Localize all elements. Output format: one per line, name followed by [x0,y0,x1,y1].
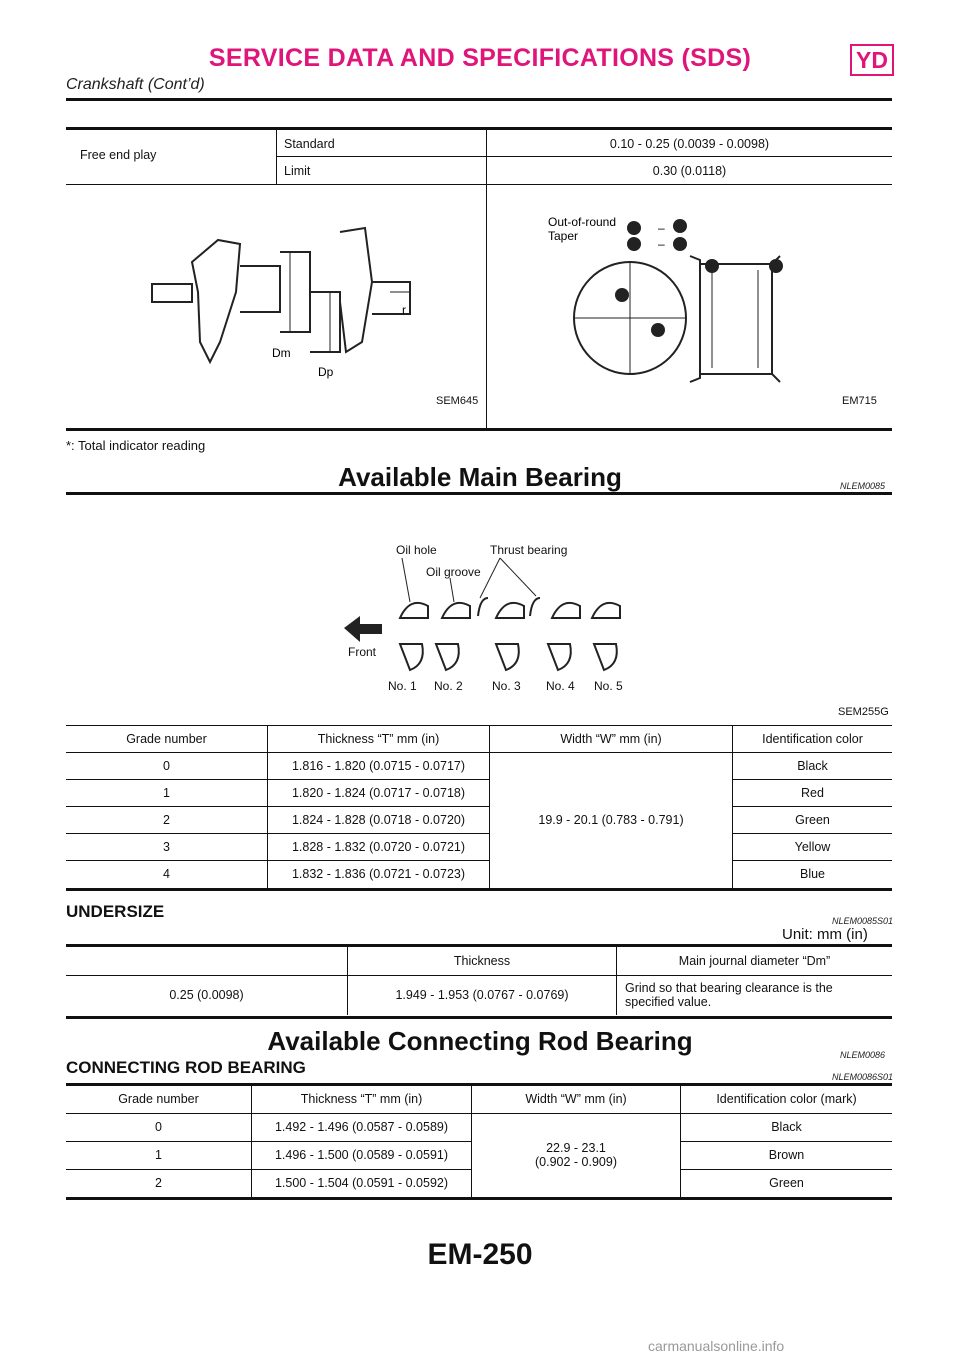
grade-cell: 0 [66,1113,252,1141]
col-header: Grade number [118,1092,199,1107]
page-number: EM-250 [427,1238,533,1271]
footnote: *: Total indicator reading [66,438,206,453]
thickness-cell: 1.832 - 1.836 (0.0721 - 0.0723) [268,861,490,888]
label-thrust-bearing: Thrust bearing [490,543,568,557]
col-header [66,947,348,975]
grade-cell: 4 [66,861,268,888]
table-bottom-rule [66,428,892,431]
out-of-round-figure [540,208,880,388]
col-header: Grade number [66,726,268,753]
label-taper: Taper [548,229,579,243]
table-row [66,753,892,780]
label-oil-hole: Oil hole [396,543,437,557]
thickness-cell: 1.820 - 1.824 (0.0717 - 0.0718) [268,780,490,807]
color-cell: Black [733,753,893,780]
undersize-table [66,947,892,1015]
figure-code-sem645: SEM645 [436,395,479,407]
width-line1: 22.9 - 23.1 [546,1141,606,1156]
dash: – [658,221,665,235]
color-cell: Black [681,1113,893,1141]
subsection-code: NLEM0085S01 [832,916,894,926]
color-cell: Yellow [733,834,893,861]
grade-cell: 1 [66,1141,252,1169]
subsection-title-conrod: CONNECTING ROD BEARING [66,1058,306,1077]
width-cell [472,1113,681,1197]
label-oil-groove: Oil groove [426,565,481,579]
table-bottom-rule [66,1197,892,1200]
col-header: Width “W” mm (in) [490,726,733,753]
table-row [66,1113,892,1141]
grade-cell: 3 [66,834,268,861]
engine-badge: YD [850,44,894,76]
section-code: NLEM0085 [840,481,886,491]
col-header: Main journal diameter “Dm” [617,947,893,975]
crankshaft-figure [140,222,430,382]
thickness-cell: 1.824 - 1.828 (0.0718 - 0.0720) [268,807,490,834]
subsection-code: NLEM0086S01 [832,1072,894,1082]
bearing-figure [330,538,630,698]
thickness-cell: 1.949 - 1.953 (0.0767 - 0.0769) [348,975,617,1015]
table-row [66,975,892,1015]
label-no4: No. 4 [546,679,575,693]
subsection-title-undersize: UNDERSIZE [66,902,165,921]
label-no2: No. 2 [434,679,463,693]
limit-label: Limit [284,164,311,178]
table-row [66,780,892,807]
table-row [66,807,892,834]
unit-label: Unit: mm (in) [782,926,868,943]
label-dp: Dp [318,365,334,379]
row-rule [276,156,892,157]
section-code: NLEM0086 [840,1050,886,1060]
thickness-cell: 1.492 - 1.496 (0.0587 - 0.0589) [252,1113,472,1141]
grade-cell: 1 [66,780,268,807]
table-row [66,861,892,888]
thickness-cell: 1.496 - 1.500 (0.0589 - 0.0591) [252,1141,472,1169]
color-cell: Green [681,1169,893,1197]
label-no3: No. 3 [492,679,521,693]
note-cell: Grind so that bearing clearance is the specified value. [617,975,893,1015]
label-out-of-round: Out-of-round [548,215,617,229]
thickness-cell: 1.500 - 1.504 (0.0591 - 0.0592) [252,1169,472,1197]
col-header: Thickness “T” mm (in) [268,726,490,753]
color-cell: Brown [681,1141,893,1169]
conrod-bearing-table [66,1086,892,1197]
col-header: Thickness [348,947,617,975]
page-header-title: SERVICE DATA AND SPECIFICATIONS (SDS) [208,44,752,72]
grade-cell: 2 [66,1169,252,1197]
table-row [66,834,892,861]
figure-code-sem255g: SEM255G [838,706,889,718]
main-bearing-table [66,725,892,888]
section-title-main-bearing: Available Main Bearing [338,462,622,492]
limit-value: 0.30 (0.0118) [652,164,727,178]
col-header: Identification color (mark) [681,1086,893,1113]
grade-cell: 2 [66,807,268,834]
label-no1: No. 1 [388,679,417,693]
color-cell: Red [733,780,893,807]
col-header: Thickness “T” mm (in) [252,1086,472,1113]
thickness-cell: 1.828 - 1.832 (0.0720 - 0.0721) [268,834,490,861]
width-line2: (0.902 - 0.909) [535,1155,617,1170]
dash: – [658,237,665,251]
divider [276,130,277,184]
col-header: Width “W” mm (in) [472,1086,681,1113]
col-header: Identification color [733,726,893,753]
section-rule [66,492,892,495]
figure-code-em715: EM715 [842,395,877,407]
label-dm: Dm [272,346,291,360]
header-rule [66,98,892,101]
table-bottom-rule [66,888,892,891]
section-title-conrod: Available Connecting Rod Bearing [267,1026,693,1056]
standard-label: Standard [284,137,335,151]
thickness-cell: 1.816 - 1.820 (0.0715 - 0.0717) [268,753,490,780]
label-front: Front [348,645,377,659]
table-bottom-rule [66,1016,892,1019]
undersize-cell: 0.25 (0.0098) [66,975,348,1015]
label-no5: No. 5 [594,679,623,693]
standard-value: 0.10 - 0.25 (0.0039 - 0.0098) [609,137,770,151]
color-cell: Green [733,807,893,834]
watermark: carmanualsonline.info [648,1338,785,1354]
color-cell: Blue [733,861,893,888]
grade-cell: 0 [66,753,268,780]
section-subtitle: Crankshaft (Cont’d) [66,76,205,93]
label-r: r [402,303,406,317]
row-rule [66,184,892,185]
width-cell: 19.9 - 20.1 (0.783 - 0.791) [490,753,733,888]
table-top-rule [66,127,892,130]
end-play-label: Free end play [80,148,157,162]
